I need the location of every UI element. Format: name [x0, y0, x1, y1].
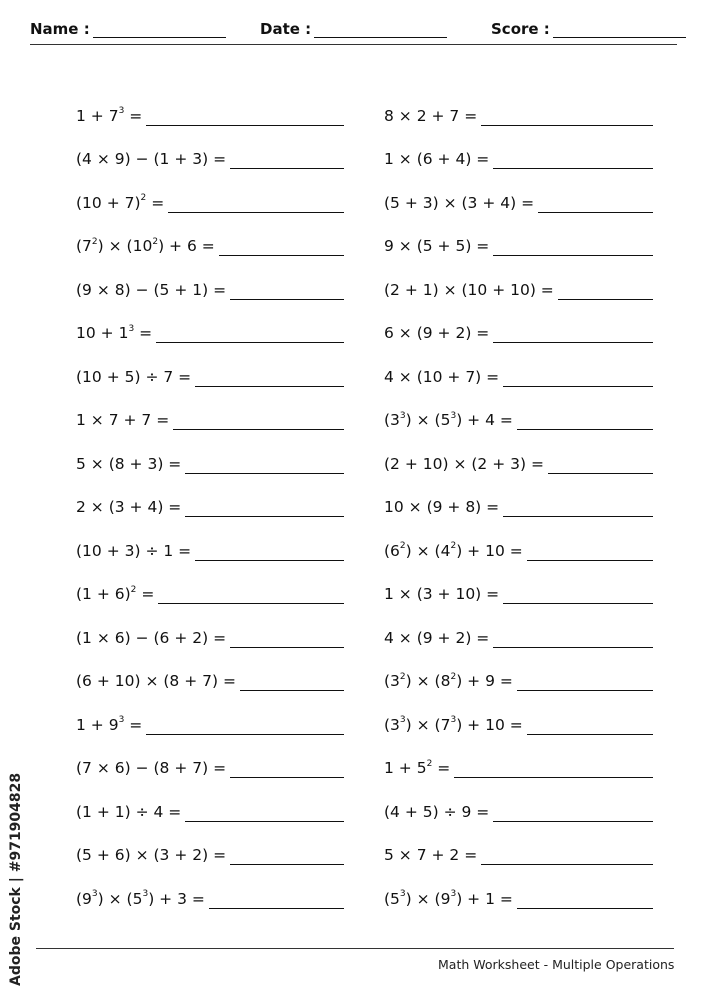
answer-blank[interactable]	[493, 237, 653, 256]
worksheet-header	[30, 20, 677, 46]
expression-part: ) × (5	[97, 889, 143, 908]
expression-part: (3	[384, 672, 400, 690]
answer-blank[interactable]	[209, 890, 344, 909]
problem-row	[76, 778, 344, 822]
problem-expression	[76, 889, 205, 909]
problem-expression	[384, 715, 523, 735]
problem-row	[76, 604, 344, 648]
problem-row	[76, 430, 344, 474]
problem-row	[76, 517, 344, 561]
answer-blank[interactable]	[230, 629, 344, 648]
problem-row	[384, 169, 653, 213]
footer-divider	[36, 948, 674, 949]
expression-part: ) × (10	[97, 237, 153, 255]
expression-part: (3	[384, 411, 400, 429]
expression-part: (5 + 3) × (3 + 4) =	[384, 193, 535, 212]
problem-row	[384, 430, 653, 474]
expression-part: (7	[76, 237, 92, 255]
problem-expression	[76, 193, 164, 213]
answer-blank[interactable]	[548, 455, 653, 474]
problem-expression	[384, 889, 513, 909]
expression-part: 4 × (9 + 2) =	[384, 628, 490, 647]
expression-part: (3	[384, 715, 400, 734]
problem-expression	[76, 758, 226, 778]
answer-blank[interactable]	[493, 803, 653, 822]
answer-blank[interactable]	[493, 629, 653, 648]
problem-row	[384, 82, 653, 126]
problem-row	[384, 256, 653, 300]
expression-part: 9 × (5 + 5) =	[384, 237, 490, 255]
exponent: 3	[91, 889, 98, 900]
problem-row	[76, 474, 344, 518]
problem-row	[384, 213, 653, 257]
problem-expression	[76, 367, 191, 387]
exponent: 3	[450, 889, 457, 900]
expression-part: 10 × (9 + 8) =	[384, 498, 500, 516]
problem-expression	[384, 193, 534, 213]
expression-part: =	[124, 715, 143, 734]
expression-part: ) + 10 =	[456, 715, 523, 734]
problem-expression	[384, 367, 499, 387]
problem-expression	[76, 454, 181, 474]
answer-blank[interactable]	[230, 150, 344, 169]
expression-part: 1 + 5	[384, 759, 427, 777]
problem-expression	[76, 280, 226, 300]
expression-part: ) × (8	[405, 672, 451, 690]
problem-expression	[384, 106, 477, 126]
expression-part: ) + 1 =	[456, 889, 513, 908]
answer-blank[interactable]	[230, 846, 344, 865]
problem-expression	[384, 149, 489, 169]
exponent: 3	[450, 715, 457, 726]
problem-expression	[76, 671, 236, 691]
answer-blank[interactable]	[195, 368, 344, 387]
expression-part: ) + 9 =	[456, 672, 513, 690]
name-label: Name :	[30, 20, 90, 38]
answer-blank[interactable]	[156, 324, 344, 343]
stock-watermark	[6, 760, 30, 990]
expression-part: ) × (7	[405, 715, 451, 734]
answer-blank[interactable]	[493, 324, 653, 343]
problem-row	[76, 387, 344, 431]
expression-part: 1 × (3 + 10) =	[384, 585, 500, 603]
header-divider	[30, 44, 677, 45]
expression-part: ) + 10 =	[456, 541, 523, 560]
exponent: 2	[91, 236, 98, 247]
problem-row	[76, 256, 344, 300]
exponent: 3	[118, 715, 125, 726]
answer-blank[interactable]	[517, 672, 653, 691]
problem-row	[76, 561, 344, 605]
problem-row	[76, 822, 344, 866]
score-field[interactable]	[491, 20, 686, 38]
expression-part: (1 + 6)	[76, 585, 131, 603]
answer-blank[interactable]	[517, 890, 653, 909]
expression-part: (6 + 10) × (8 + 7) =	[76, 672, 236, 690]
problem-row	[384, 604, 653, 648]
answer-blank[interactable]	[185, 498, 344, 517]
exponent: 3	[128, 323, 135, 334]
expression-part: 1 × 7 + 7 =	[76, 411, 170, 429]
problem-expression	[76, 497, 181, 517]
expression-part: ) + 6 =	[158, 237, 215, 255]
problem-row	[76, 735, 344, 779]
problem-row	[76, 169, 344, 213]
answer-blank[interactable]	[230, 759, 344, 778]
date-blank[interactable]	[314, 21, 447, 38]
problem-expression	[384, 584, 499, 604]
expression-part: ) × (9	[405, 889, 451, 908]
expression-part: (9 × 8) − (5 + 1) =	[76, 280, 227, 299]
expression-part: =	[146, 193, 165, 212]
answer-blank[interactable]	[527, 716, 653, 735]
answer-blank[interactable]	[158, 585, 344, 604]
expression-part: (10 + 5) ÷ 7 =	[76, 367, 192, 386]
answer-blank[interactable]	[481, 846, 653, 865]
expression-part: (1 × 6) − (6 + 2) =	[76, 628, 227, 647]
expression-part: 1 × (6 + 4) =	[384, 150, 490, 168]
problem-expression	[76, 845, 226, 865]
expression-part: ) × (4	[405, 541, 451, 560]
exponent: 2	[450, 541, 457, 552]
problem-expression	[384, 497, 499, 517]
expression-part: (10 + 3) ÷ 1 =	[76, 541, 192, 560]
problem-row	[384, 822, 653, 866]
exponent: 2	[130, 584, 137, 595]
exponent: 2	[426, 758, 433, 769]
exponent: 3	[142, 889, 149, 900]
problem-expression	[384, 758, 450, 778]
answer-blank[interactable]	[173, 411, 344, 430]
problems-left-column	[76, 82, 344, 909]
answer-blank[interactable]	[168, 194, 344, 213]
expression-part: ) × (5	[405, 411, 451, 429]
answer-blank[interactable]	[195, 542, 344, 561]
answer-blank[interactable]	[538, 194, 653, 213]
exponent: 3	[450, 410, 457, 421]
date-field[interactable]	[260, 20, 447, 38]
score-label: Score :	[491, 20, 550, 38]
exponent: 3	[399, 715, 406, 726]
problem-expression	[76, 541, 191, 561]
expression-part: (9	[76, 889, 92, 908]
footer-title: Math Worksheet - Multiple Operations	[438, 957, 675, 972]
expression-part: (6	[384, 541, 400, 560]
answer-blank[interactable]	[454, 759, 653, 778]
problem-expression	[384, 236, 489, 256]
expression-part: 1 + 7	[76, 106, 119, 125]
answer-blank[interactable]	[527, 542, 653, 561]
problem-row	[76, 648, 344, 692]
exponent: 2	[399, 671, 406, 682]
problem-row	[384, 300, 653, 344]
expression-part: 2 × (3 + 4) =	[76, 498, 182, 516]
problem-expression	[384, 454, 544, 474]
name-field[interactable]	[30, 20, 226, 38]
problem-expression	[76, 323, 152, 343]
exponent: 2	[152, 236, 159, 247]
problem-row	[384, 517, 653, 561]
answer-blank[interactable]	[219, 237, 344, 256]
problem-row	[384, 735, 653, 779]
expression-part: =	[136, 585, 155, 603]
problem-row	[76, 213, 344, 257]
expression-part: (7 × 6) − (8 + 7) =	[76, 759, 227, 777]
problem-expression	[384, 802, 489, 822]
exponent: 3	[118, 106, 125, 117]
expression-part: (4 + 5) ÷ 9 =	[384, 802, 490, 821]
problem-expression	[76, 149, 226, 169]
exponent: 2	[399, 541, 406, 552]
problem-expression	[384, 323, 489, 343]
answer-blank[interactable]	[517, 411, 653, 430]
problem-expression	[76, 584, 154, 604]
problem-expression	[76, 410, 169, 430]
exponent: 3	[399, 889, 406, 900]
expression-part: =	[124, 106, 143, 125]
expression-part: 5 × 7 + 2 =	[384, 846, 478, 864]
expression-part: 10 + 1	[76, 324, 129, 342]
problem-expression	[384, 280, 554, 300]
problem-row	[384, 474, 653, 518]
expression-part: (2 + 10) × (2 + 3) =	[384, 454, 544, 473]
expression-part: (1 + 1) ÷ 4 =	[76, 802, 182, 821]
watermark-text: Adobe Stock | #971904828	[8, 772, 24, 986]
problem-row	[76, 126, 344, 170]
problem-expression	[76, 236, 215, 256]
date-label: Date :	[260, 20, 312, 38]
expression-part: ) + 3 =	[148, 889, 205, 908]
expression-part: 4 × (10 + 7) =	[384, 367, 500, 386]
expression-part: 6 × (9 + 2) =	[384, 324, 490, 342]
problem-row	[76, 343, 344, 387]
problem-row	[384, 561, 653, 605]
problem-row	[384, 865, 653, 909]
expression-part: 1 + 9	[76, 715, 119, 734]
answer-blank[interactable]	[230, 281, 344, 300]
problem-row	[76, 82, 344, 126]
answer-blank[interactable]	[503, 498, 653, 517]
expression-part: 5 × (8 + 3) =	[76, 454, 182, 473]
answer-blank[interactable]	[481, 107, 653, 126]
expression-part: (5	[384, 889, 400, 908]
problem-expression	[76, 628, 226, 648]
problem-row	[76, 865, 344, 909]
answer-blank[interactable]	[146, 107, 344, 126]
exponent: 2	[450, 671, 457, 682]
problem-row	[384, 343, 653, 387]
name-blank[interactable]	[93, 21, 226, 38]
exponent: 2	[140, 193, 147, 204]
problem-expression	[384, 845, 477, 865]
problem-row	[76, 300, 344, 344]
answer-blank[interactable]	[503, 368, 653, 387]
problem-expression	[384, 541, 523, 561]
problem-row	[384, 648, 653, 692]
problem-expression	[384, 671, 513, 691]
score-blank[interactable]	[553, 21, 686, 38]
expression-part: =	[432, 759, 451, 777]
problem-row	[384, 691, 653, 735]
answer-blank[interactable]	[558, 281, 653, 300]
expression-part: 8 × 2 + 7 =	[384, 106, 478, 125]
answer-blank[interactable]	[493, 150, 653, 169]
problem-row	[384, 387, 653, 431]
problems-right-column	[384, 82, 653, 909]
answer-blank[interactable]	[185, 455, 344, 474]
problem-expression	[76, 802, 181, 822]
answer-blank[interactable]	[503, 585, 653, 604]
answer-blank[interactable]	[146, 716, 344, 735]
expression-part: ) + 4 =	[456, 411, 513, 429]
problem-row	[76, 691, 344, 735]
problem-row	[384, 778, 653, 822]
expression-part: (5 + 6) × (3 + 2) =	[76, 846, 227, 864]
problem-row	[384, 126, 653, 170]
problem-expression	[384, 410, 513, 430]
expression-part: (10 + 7)	[76, 193, 141, 212]
expression-part: (2 + 1) × (10 + 10) =	[384, 280, 554, 299]
answer-blank[interactable]	[240, 672, 344, 691]
problem-expression	[76, 106, 142, 126]
exponent: 3	[399, 410, 406, 421]
expression-part: (4 × 9) − (1 + 3) =	[76, 150, 227, 168]
expression-part: =	[134, 324, 153, 342]
problem-expression	[384, 628, 489, 648]
answer-blank[interactable]	[185, 803, 344, 822]
problem-expression	[76, 715, 142, 735]
